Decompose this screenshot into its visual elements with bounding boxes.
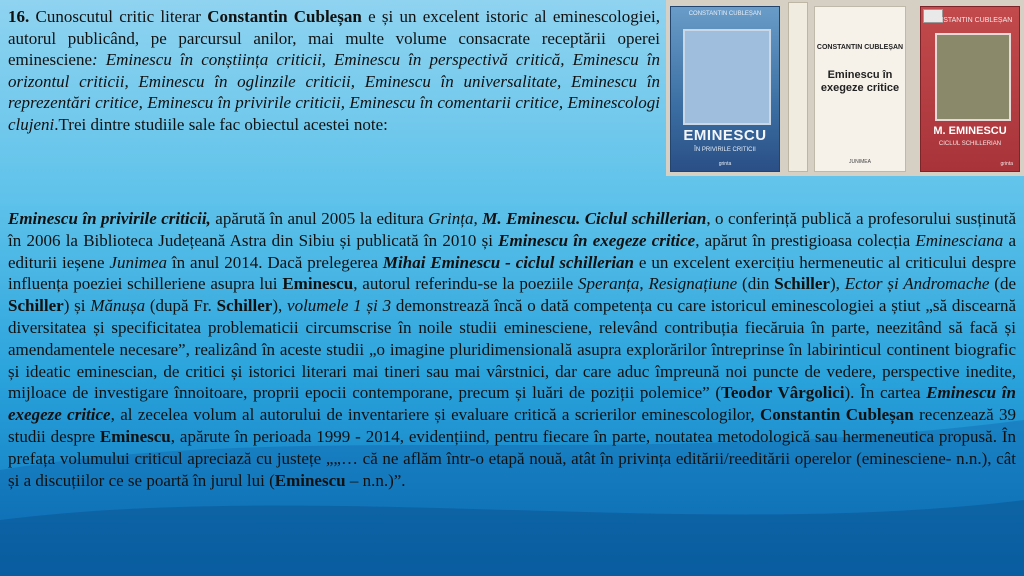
text-run: 16.	[8, 7, 30, 26]
text-run: Eminescu în exegeze critice	[498, 230, 696, 250]
text-run: .Trei dintre studiile sale fac obiectul acestei note:	[54, 114, 388, 134]
text-run: e un excelent exercițiu hermeneutic al criticului despre influența poeziei schilleriene asupra lui	[8, 252, 1016, 294]
text-run: în anul 2014. Dacă prelegerea	[167, 252, 383, 272]
text-run: , o conferință publică a profesorului susținută în 2006 la Biblioteca Județeană Astra din Sibiu și publicată în 2010 și	[8, 209, 1016, 250]
text-run: M. Eminescu. Ciclul schillerian	[482, 209, 707, 228]
text-run: demonstrează încă o dată competența cu care istoricul eminescologiei a știut „să discearnă diversitatea și specificitatea problematicii circumscrise în noile studii eminesciene, relevând contribuția fiecăruia în parte, neezitând să facă și amendamentele necesare”, realizând în aceste studii „o imagine pluridimensională asupra explorărilor întreprinse în labirinticul continent biografic și ideatic eminescian, de critici și istorici literari mai tineri sau mai vârstnici, dar care aduc împreună noi puncte de vedere, perspective inedite, mijloace de investigare înnoitoare, proprii epocii contemporane, precum și luări de poziții polemice” (	[8, 296, 1017, 403]
text-run: Eminescu	[274, 470, 346, 490]
text-run: : Eminescu în conștiința criticii, Eminescu în perspectivă critică, Eminescu în orizontul criticii, Eminescu în oglinzile criticii, Eminescu în universalitate, Eminescu în reprezentări critice, Eminescu în privirile criticii, Eminescu în comentarii critice, Eminescologi clujeni	[8, 50, 660, 134]
text-run: Mănușa	[90, 296, 146, 316]
text-run: ) și	[63, 296, 91, 316]
text-run: ,	[473, 209, 483, 228]
text-run: Teodor Vârgolici	[721, 383, 845, 403]
cover-illustration	[683, 29, 771, 125]
text-run: Schiller	[216, 296, 273, 316]
text-run: recenzează 39 studii despre	[8, 405, 1017, 446]
text-run: Eminescu	[282, 274, 354, 294]
text-run: (după Fr.	[145, 296, 217, 316]
book-cover-ciclul-schillerian: CONSTANTIN CUBLEȘAN M. EMINESCU CICLUL SCHILLERIAN grinta	[920, 6, 1020, 172]
text-run: Resignațiune	[648, 274, 738, 294]
text-run: apărută în anul 2005 la editura	[210, 209, 429, 228]
text-run: (din	[737, 274, 775, 294]
text-run: Eminescu în exegeze critice	[8, 383, 1016, 425]
cover-illustration	[935, 33, 1011, 121]
text-run: (de	[989, 274, 1016, 294]
text-run: Speranța	[577, 274, 640, 294]
text-run: Constantin Cubleșan	[760, 405, 914, 425]
text-run: Ector și Andromache	[844, 274, 990, 294]
text-run: Grința	[428, 209, 474, 228]
text-run: Schiller	[774, 274, 830, 294]
text-run: Constantin Cubleșan	[207, 7, 362, 26]
text-run: Eminescu în privirile criticii,	[8, 209, 211, 228]
text-run: a editurii ieșene	[8, 230, 1016, 272]
book-cover-eminescu-in-privirile-criticii: CONSTANTIN CUBLEȘAN EMINESCU ÎN PRIVIRILE CRITICII grinta	[670, 6, 780, 172]
text-run: Junimea	[109, 252, 167, 272]
text-run: Mihai Eminescu - ciclul schillerian	[382, 252, 635, 272]
text-run: , apărute în perioada 1999 - 2014, evidențiind, pentru fiecare în parte, noutatea metodologică sau hermeneutica propusă. În prefața volumului criticul apreciază cu justețe „„… că ne aflăm într-o etapă nouă, atât în privința editării/reeditării operelor (eminesciene- n.n.), cât și a discuțiilor ce se poartă în jurul lui (	[8, 426, 1017, 490]
text-run: , autorul referindu-se la poeziile	[353, 274, 578, 294]
text-run: , apărut în prestigioasa colecția	[695, 230, 916, 250]
text-run: ,	[639, 274, 649, 294]
book-covers-photo	[666, 0, 1024, 176]
text-run: ). În cartea	[844, 383, 927, 403]
book-spine	[788, 2, 808, 172]
text-run: Cunoscutul critic literar	[29, 7, 208, 26]
book-cover-eminescu-in-exegeze-critice: CONSTANTIN CUBLEȘAN Eminescu în exegeze critice JUNIMEA	[814, 6, 906, 172]
text-run: , al zecelea volum al autorului de inventariere și evaluare critică a scrierilor eminescologilor,	[110, 405, 761, 425]
text-run: ),	[829, 274, 845, 294]
text-run: Schiller	[8, 296, 64, 316]
text-run: volumele 1 și 3	[287, 296, 392, 316]
text-run: ),	[272, 296, 288, 316]
intro-paragraph	[8, 6, 660, 136]
body-paragraph	[8, 208, 1016, 491]
text-run: Eminescu	[99, 426, 171, 446]
text-run: – n.n.)”.	[345, 470, 406, 490]
text-run: Eminesciana	[915, 230, 1004, 250]
text-run: e și un excelent istoric al eminescologiei, autorul publicând, pe parcursul anilor, mai multe volume consacrate receptării operei eminesciene	[8, 7, 661, 70]
